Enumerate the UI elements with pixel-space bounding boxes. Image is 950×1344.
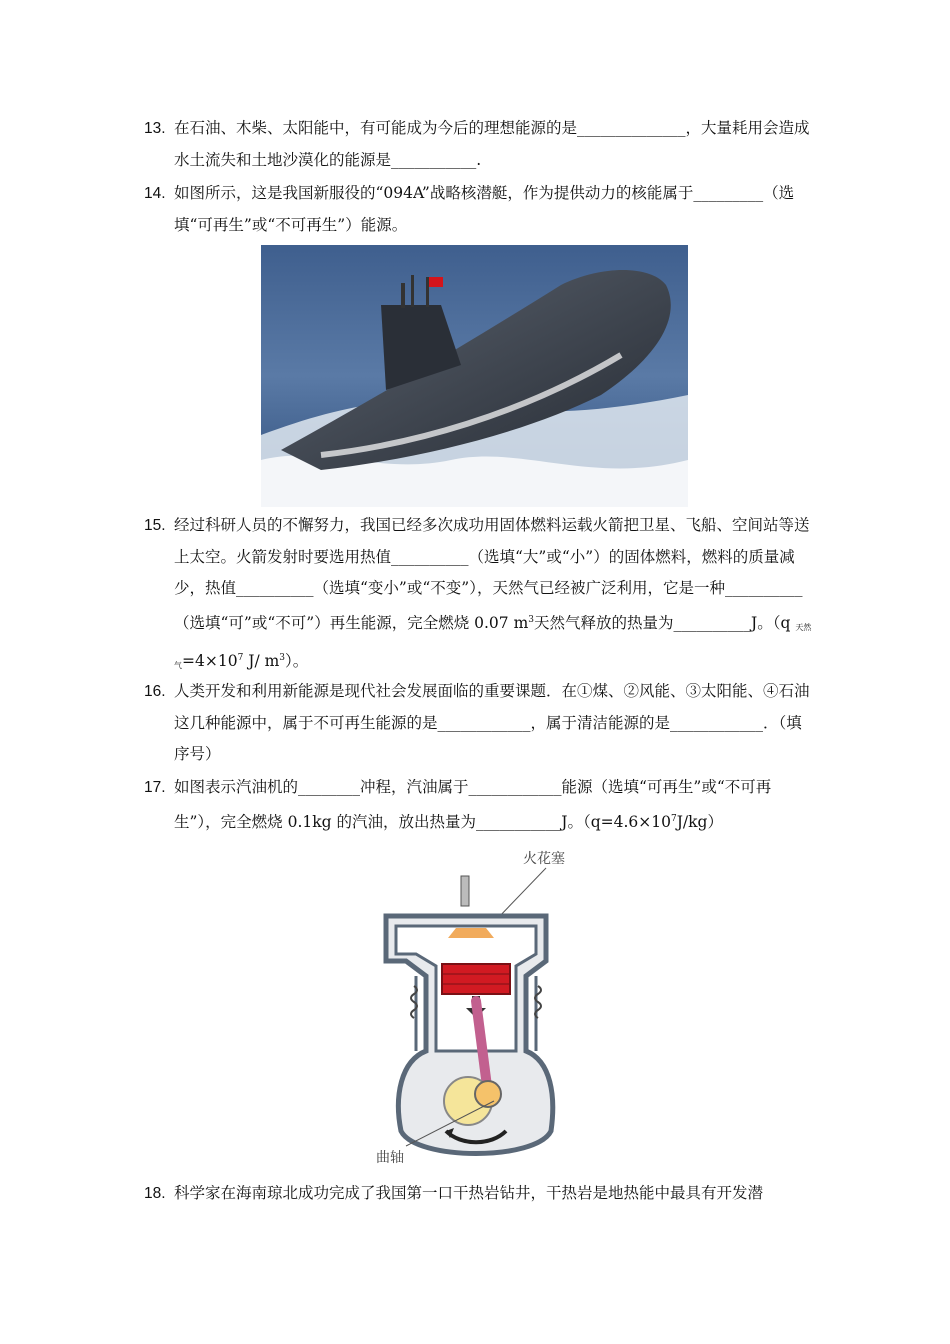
question-text: 如图所示，这是我国新服役的“094A”战略核潜艇，作为提供动力的核能属于_________（选填“可再生”或“不可再生”）能源。 — [174, 184, 795, 234]
question-15 — [144, 510, 814, 682]
question-text — [174, 772, 814, 838]
question-number: 17. — [144, 779, 166, 796]
submarine-photo — [261, 245, 688, 507]
question-number: 16. — [144, 683, 166, 700]
question-14 — [144, 178, 814, 241]
text-segment: J/ m — [243, 652, 280, 670]
text-segment: 经过科研人员的不懈努力，我国已经多次成功用固体燃料运载火箭把卫星、飞船、空间站等送上太空。火箭发射时要选用热值__________（选填“大”或“小”）的固体燃料，燃料的质量减少，热值__________（选填“变小”或“不变”），天然气已经被广泛利用，它是一种__________（选填“可”或“不可”）再生能源，完全燃烧 0.07 m — [174, 516, 810, 632]
question-18 — [144, 1178, 814, 1210]
superscript: 3 — [279, 653, 286, 663]
question-16 — [144, 676, 814, 771]
question-number: 18. — [144, 1185, 166, 1202]
text-segment: 如图表示汽油机的________冲程，汽油属于____________能源（选填“可再生”或“不可再生”），完全燃烧 0.1kg 的汽油，放出热量为___________J。（q=4.6×10 — [174, 778, 772, 831]
question-text: 在石油、木柴、太阳能中，有可能成为今后的理想能源的是______________，大量耗用会造成水土流失和土地沙漠化的能源是___________. — [174, 119, 810, 169]
text-segment: ）。 — [285, 652, 309, 670]
question-13 — [144, 113, 814, 176]
text-segment: J/kg） — [676, 812, 723, 831]
crankshaft-label: 曲轴 — [376, 1150, 404, 1166]
superscript: 7 — [237, 653, 244, 663]
question-17 — [144, 772, 814, 838]
question-text — [174, 510, 814, 682]
piston — [442, 964, 510, 994]
superscript: 3 — [528, 614, 534, 625]
question-number: 14. — [144, 185, 166, 202]
question-number: 13. — [144, 120, 166, 137]
text-segment: =4×10 — [182, 652, 238, 670]
subscript: 天然气 — [174, 622, 812, 670]
question-text: 人类开发和利用新能源是现代社会发展面临的重要课题．在①煤、②风能、③太阳能、④石油这几种能源中，属于不可再生能源的是____________，属于清洁能源的是____________．（填序号） — [174, 682, 810, 763]
question-text: 科学家在海南琼北成功完成了我国第一口干热岩钻井，干热岩是地热能中最具有开发潜 — [174, 1184, 764, 1202]
text-segment: 天然气释放的热量为__________J。（q — [534, 613, 796, 632]
superscript: 7 — [670, 813, 677, 824]
engine-diagram — [376, 846, 576, 1168]
question-number: 15. — [144, 517, 166, 534]
spark-plug-label: 火花塞 — [523, 851, 565, 867]
spark-plug — [461, 876, 469, 906]
